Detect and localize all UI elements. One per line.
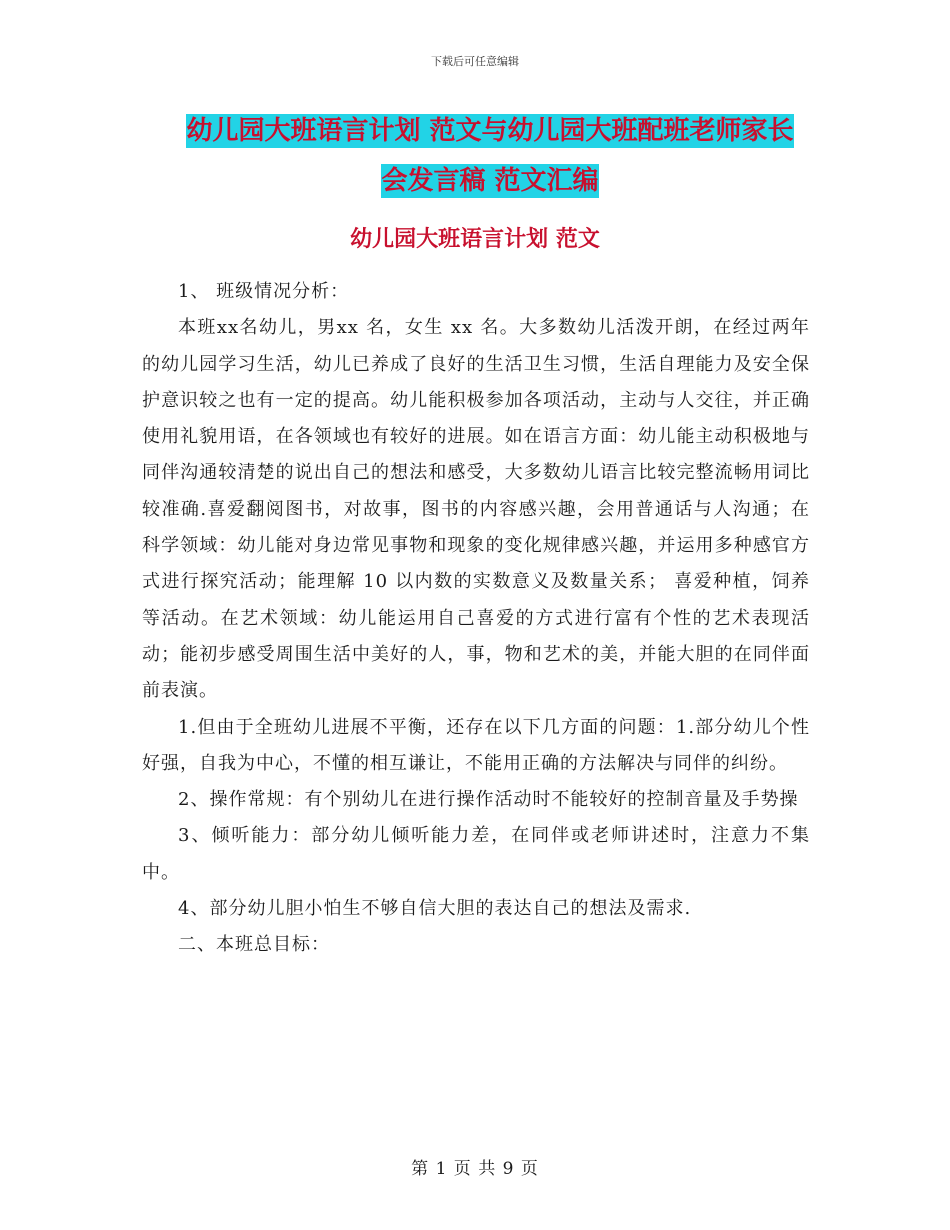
- document-title: [150, 106, 830, 206]
- body-text: [142, 274, 810, 964]
- page-header-note: 下载后可任意编辑: [431, 55, 519, 68]
- paragraph-problem-4: 4、部分幼儿胆小怕生不够自信大胆的表达自己的想法及需求.: [178, 898, 692, 920]
- page-footer: 第 1 页 共 9 页: [411, 1159, 539, 1179]
- paragraph-problem-1: 1.但由于全班幼儿进展不平衡，还存在以下几方面的问题：1.部分幼儿个性好强，自我为中心，不懂的相互谦让，不能用正确的方法解决与同伴的纠纷。: [142, 716, 810, 774]
- section-title: 幼儿园大班语言计划 范文: [350, 226, 600, 252]
- paragraph-class-analysis-heading: 1、 班级情况分析：: [178, 281, 350, 302]
- paragraph-problem-2: 2、操作常规：有个别幼儿在进行操作活动时不能较好的控制音量及手势操: [178, 789, 799, 811]
- paragraph-class-overview: 本班xx名幼儿，男xx 名，女生 xx 名。大多数幼儿活泼开朗，在经过两年的幼儿园学习生活，幼儿已养成了良好的生活卫生习惯，生活自理能力及安全保护意识较之也有一定的提高。幼儿能积极参加各项活动，主动与人交往，并正确使用礼貌用语，在各领域也有较好的进展。如在语言方面：幼儿能主动积极地与同伴沟通较清楚的说出自己的想法和感受，大多数幼儿语言比较完整流畅用词比较准确.喜爱翻阅图书，对故事，图书的内容感兴趣，会用普通话与人沟通；在科学领域：幼儿能对身边常见事物和现象的变化规律感兴趣，并运用多种感官方式进行探究活动；能理解 10 以内数的实数意义及数量关系； 喜爱种植，饲养等活动。在艺术领域：幼儿能运用自己喜爱的方式进行富有个性的艺术表现活动；能初步感受周围生活中美好的人，事，物和艺术的美，并能大胆的在同伴面前表演。: [142, 317, 810, 702]
- paragraph-problem-3: 3、倾听能力：部分幼儿倾听能力差，在同伴或老师讲述时，注意力不集中。: [142, 825, 810, 883]
- document-title-line-1: 幼儿园大班语言计划 范文与幼儿园大班配班老师家长: [186, 116, 794, 146]
- document-title-line-2: 会发言稿 范文汇编: [381, 166, 599, 196]
- paragraph-goals-heading: 二、本班总目标：: [178, 934, 330, 956]
